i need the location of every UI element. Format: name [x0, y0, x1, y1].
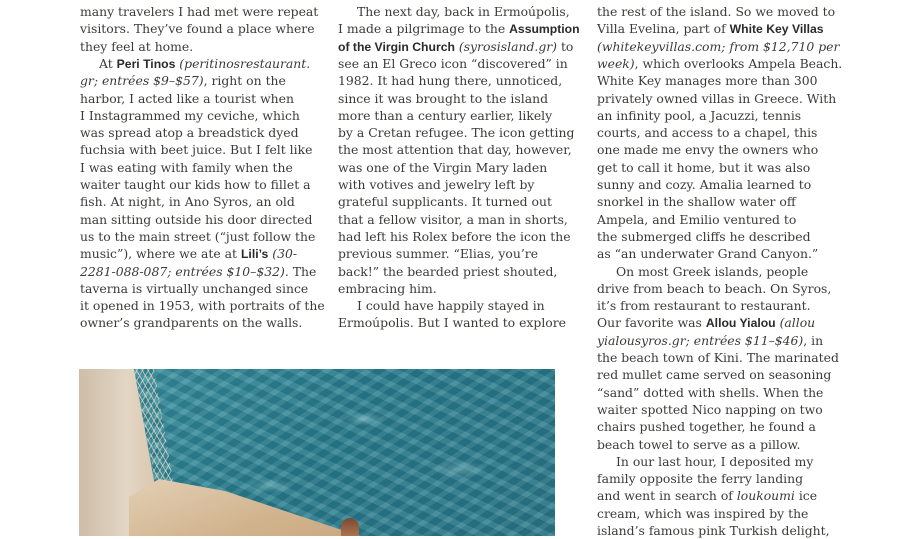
- text-line: [338, 245, 538, 262]
- body-text: with votives and jewelry left by: [338, 177, 535, 192]
- body-text: waiter spotted Nico napping on two: [597, 401, 823, 417]
- body-text: visitors. They’ve found a place where: [80, 21, 315, 37]
- body-text: . The: [284, 263, 317, 279]
- text-line: [597, 401, 823, 418]
- text-line: [597, 159, 810, 176]
- body-text: I Instagrammed my ceviche, which: [80, 107, 300, 123]
- text-line: [597, 193, 796, 210]
- venue-details: loukoumi: [736, 488, 795, 504]
- sea-swimmer-photo: [79, 369, 555, 536]
- body-text: island’s famous pink Turkish delight,: [597, 523, 830, 538]
- body-text: the rest of the island. So we moved to: [597, 4, 836, 19]
- venue-name: Assumption: [509, 22, 580, 37]
- text-line: [338, 176, 534, 193]
- text-line: [338, 107, 552, 124]
- venue-details: yialousyros.gr; entrées $11–$46): [597, 332, 804, 348]
- text-line: [597, 297, 811, 314]
- body-text: At: [99, 55, 117, 71]
- text-line: [597, 55, 842, 72]
- body-text: music”), where we ate at: [80, 246, 241, 262]
- body-text: grateful supplicants. It turned out: [338, 194, 552, 210]
- text-line: [338, 141, 572, 158]
- text-line: [597, 470, 803, 487]
- text-line: [597, 453, 813, 470]
- body-text: Ampela, and Emilio ventured to: [597, 211, 797, 227]
- venue-details: (peritinosrestaurant.: [175, 55, 311, 71]
- text-line: [597, 38, 839, 55]
- text-line: [80, 297, 325, 314]
- body-text: they feel at home.: [80, 38, 194, 54]
- text-line: [80, 314, 302, 331]
- venue-details: (30-: [268, 246, 298, 262]
- body-text: as “an underwater Grand Canyon.”: [597, 246, 819, 262]
- text-line: [338, 55, 568, 72]
- body-text: I made a pilgrimage to the: [338, 21, 510, 37]
- body-text: that a fellow visitor, a man in shorts,: [338, 211, 568, 227]
- body-text: many travelers I had met were repeat: [80, 4, 319, 19]
- text-line: [338, 211, 568, 228]
- body-text: Villa Evelina, part of: [597, 21, 730, 37]
- text-line: [338, 159, 547, 176]
- body-text: the submerged cliffs he described: [597, 228, 811, 244]
- body-text: was one of the Virgin Mary laden: [338, 159, 548, 175]
- venue-details: week): [597, 55, 635, 71]
- body-text: chairs pushed together, he found a: [597, 419, 816, 435]
- body-text: fish. At night, in Ano Syros, an old: [80, 194, 295, 210]
- text-line: [597, 141, 818, 158]
- body-text: man sitting outside his door directed: [80, 211, 313, 227]
- venue-details: 2281-088-087; entrées $10–$32): [80, 263, 285, 279]
- venue-name: Allou Yialou: [705, 316, 776, 331]
- text-line: [597, 20, 824, 37]
- text-line: [597, 211, 796, 228]
- text-line: [597, 3, 835, 20]
- text-line: [338, 263, 557, 280]
- text-line: [338, 38, 573, 55]
- body-text: an infinity pool, a Jacuzzi, tennis: [597, 107, 802, 123]
- text-line: [80, 55, 310, 72]
- venue-details: gr; entrées $9–$57): [80, 73, 204, 89]
- body-text: red mullet came served on seasoning: [597, 367, 832, 383]
- text-line: [597, 245, 818, 262]
- venue-name: Peri Tinos: [116, 56, 176, 71]
- text-line: [80, 263, 316, 280]
- text-line: [80, 3, 318, 20]
- text-line: [597, 487, 817, 504]
- body-text: family opposite the ferry landing: [597, 471, 804, 487]
- text-line: [80, 124, 299, 141]
- body-text: I was eating with family when the: [80, 159, 293, 175]
- text-line: [597, 505, 808, 522]
- text-line: [597, 384, 823, 401]
- body-text: , in: [803, 332, 824, 348]
- text-line: [338, 124, 574, 141]
- text-line: [80, 245, 297, 262]
- text-line: [80, 176, 311, 193]
- body-text: more than a century earlier, likely: [338, 107, 553, 123]
- text-line: [597, 263, 808, 280]
- body-text: sunny and cozy. Amalia learned to: [597, 177, 812, 192]
- text-line: [597, 228, 811, 245]
- swimmer: [341, 518, 359, 536]
- body-text: Ermoúpolis. But I wanted to explore: [338, 315, 567, 331]
- body-text: embracing him.: [338, 280, 437, 296]
- venue-details: (syrosisland.gr): [454, 38, 558, 54]
- body-text: harbor, I acted like a tourist when: [80, 90, 294, 106]
- body-text: since it was brought to the island: [338, 90, 548, 106]
- body-text: one made me envy the owners who: [597, 142, 819, 158]
- text-line: [80, 72, 286, 89]
- venue-details: (whitekeyvillas.com; from $12,710 per: [597, 38, 840, 54]
- body-text: owner’s grandparents on the walls.: [80, 315, 303, 331]
- venue-name: White Key Villas: [729, 22, 824, 37]
- text-line: [338, 72, 562, 89]
- text-line: [597, 332, 823, 349]
- text-line: [338, 228, 571, 245]
- text-line: [597, 124, 817, 141]
- body-text: and went in search of: [597, 488, 737, 504]
- text-line: [80, 38, 193, 55]
- body-text: In our last hour, I deposited my: [616, 453, 814, 469]
- body-text: waiter taught our kids how to fillet a: [80, 177, 311, 192]
- rock-ledge: [129, 479, 369, 536]
- text-line: [338, 20, 580, 37]
- text-line: [338, 314, 566, 331]
- text-line: [80, 228, 315, 245]
- body-text: The next day, back in Ermoúpolis,: [357, 4, 570, 19]
- text-line: [597, 366, 831, 383]
- body-text: previous summer. “Elias, you’re: [338, 246, 539, 262]
- venue-name: Lili’s: [240, 247, 269, 262]
- body-text: the beach town of Kini. The marinated: [597, 350, 839, 365]
- body-text: privately owned villas in Greece. With: [597, 90, 837, 106]
- text-line: [597, 418, 816, 435]
- body-text: us to the main street (“just follow the: [80, 228, 316, 244]
- body-text: see an El Greco icon “discovered” in: [338, 55, 568, 71]
- text-line: [80, 90, 294, 107]
- body-text: “sand” dotted with shells. When the: [597, 384, 824, 400]
- body-text: it opened in 1953, with portraits of the: [80, 298, 325, 314]
- text-line: [80, 193, 295, 210]
- text-line: [597, 90, 836, 107]
- text-line: [338, 3, 570, 20]
- body-text: by a Cretan refugee. The icon getting: [338, 125, 575, 141]
- text-line: [80, 20, 315, 37]
- body-text: the most attention that day, however,: [338, 142, 572, 158]
- text-line: [80, 211, 312, 228]
- body-text: cream, which was inspired by the: [597, 505, 809, 521]
- body-text: beach towel to serve as a pillow.: [597, 436, 801, 452]
- text-line: [80, 141, 312, 158]
- body-text: ice: [794, 488, 818, 504]
- text-line: [338, 297, 545, 314]
- body-text: drive from beach to beach. On Syros,: [597, 280, 832, 296]
- body-text: taverna is virtually unchanged since: [80, 280, 309, 296]
- text-line: [597, 522, 830, 539]
- body-text: courts, and access to a chapel, this: [597, 125, 818, 141]
- text-line: [338, 90, 548, 107]
- body-text: it’s from restaurant to restaurant.: [597, 298, 811, 314]
- text-line: [80, 107, 300, 124]
- venue-name: of the Virgin Church: [338, 39, 455, 54]
- body-text: , which overlooks Ampela Beach.: [634, 55, 843, 71]
- text-line: [80, 280, 308, 297]
- body-text: , right on the: [203, 73, 286, 89]
- text-line: [597, 72, 818, 89]
- text-line: [597, 107, 801, 124]
- venue-details: (allou: [775, 315, 816, 331]
- body-text: 1982. It had hung there, unnoticed,: [338, 73, 563, 89]
- text-line: [597, 436, 800, 453]
- body-text: was spread atop a breadstick dyed: [80, 125, 299, 141]
- text-line: [338, 193, 552, 210]
- text-line: [597, 280, 831, 297]
- body-text: get to call it home, but it was also: [597, 159, 811, 175]
- body-text: had left his Rolex before the icon the: [338, 228, 571, 244]
- text-line: [597, 176, 811, 193]
- text-line: [338, 280, 437, 297]
- body-text: back!” the bearded priest shouted,: [338, 263, 558, 279]
- body-text: On most Greek islands, people: [616, 263, 809, 279]
- body-text: fuchsia with beet juice. But I felt like: [80, 142, 313, 158]
- text-line: [80, 159, 293, 176]
- body-text: snorkel in the shallow water off: [597, 194, 796, 210]
- body-text: White Key manages more than 300: [597, 73, 818, 89]
- body-text: Our favorite was: [597, 315, 706, 331]
- text-line: [597, 349, 839, 366]
- body-text: to: [557, 38, 574, 54]
- body-text: I could have happily stayed in: [357, 298, 545, 314]
- text-line: [597, 314, 815, 331]
